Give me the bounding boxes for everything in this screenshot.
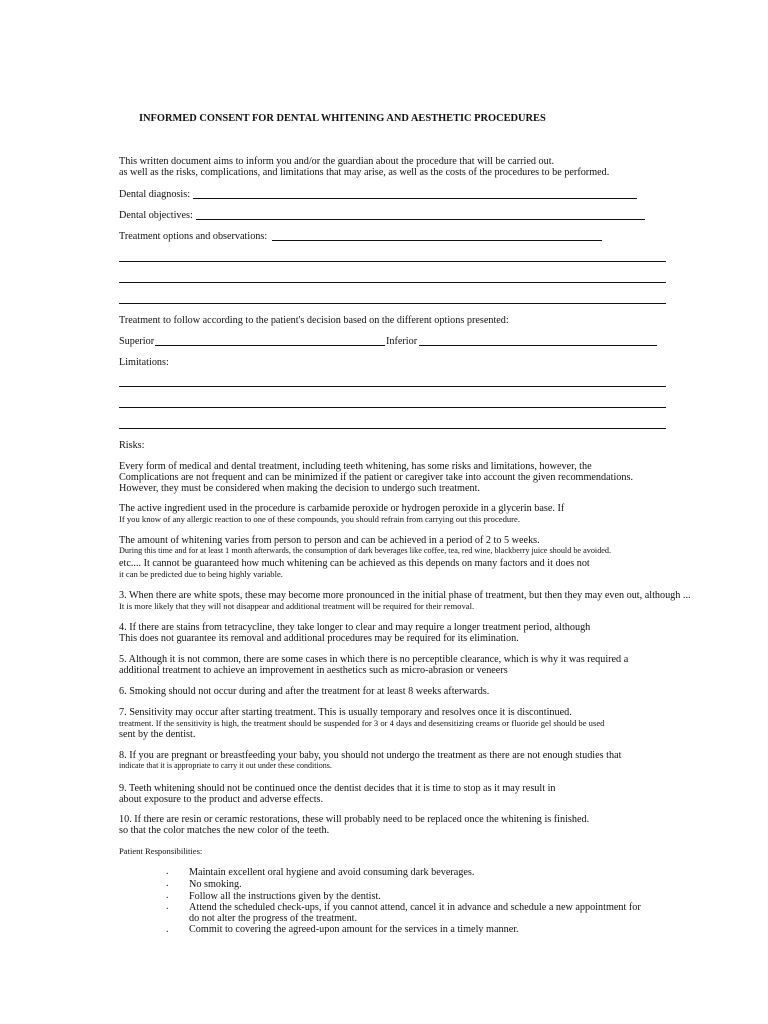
risks-p3-line: During this time and for at least 1 month afterwards, the consumption of dark beverages like coffee, tea, red wine, blackberry juice should be avoided. bbox=[119, 546, 612, 555]
dental-diagnosis-label: Dental diagnosis: bbox=[119, 189, 191, 200]
intro-line-1: This written document aims to inform you and/or the guardian about the procedure that will be carried out. bbox=[119, 156, 555, 167]
bullet-icon: . bbox=[166, 901, 169, 912]
risk-item-3-line: It is more likely that they will not disappear and additional treatment will be required for their removal. bbox=[119, 601, 475, 611]
risks-p1-line: Complications are not frequent and can be minimized if the patient or caregiver take into account the given recommendations. bbox=[119, 472, 634, 483]
treatment-options-line-3[interactable] bbox=[119, 282, 666, 283]
responsibility-item: Commit to covering the agreed-upon amount for the services in a timely manner. bbox=[189, 924, 519, 935]
risks-p3-line: it can be predicted due to being highly variable. bbox=[119, 569, 283, 579]
risk-item-10-line: 10. If there are resin or ceramic restorations, these will probably need to be replaced once the whitening is finished. bbox=[119, 814, 590, 825]
risk-item-8-line: indicate that it is appropriate to carry it out under these conditions. bbox=[119, 761, 332, 770]
treatment-follow-label: Treatment to follow according to the patient's decision based on the different options presented: bbox=[119, 315, 509, 326]
dental-diagnosis-line[interactable] bbox=[193, 198, 637, 199]
risk-item-4-line: 4. If there are stains from tetracycline, they take longer to clear and may require a longer treatment period, although bbox=[119, 622, 591, 633]
risk-item-7-line: treatment. If the sensitivity is high, the treatment should be suspended for 3 or 4 days and desensitizing creams or fluoride gel should be used bbox=[119, 718, 605, 728]
treatment-options-line[interactable] bbox=[272, 240, 602, 241]
risks-p2-line: If you know of any allergic reaction to one of these compounds, you should refrain from carrying out this procedure. bbox=[119, 514, 521, 524]
risks-p1-line: However, they must be considered when making the decision to undergo such treatment. bbox=[119, 483, 480, 494]
responsibilities-heading: Patient Responsibilities: bbox=[119, 846, 203, 856]
responsibility-item: Attend the scheduled check-ups, if you cannot attend, cancel it in advance and schedule a new appointment for bbox=[189, 902, 641, 913]
risk-item-10-line: so that the color matches the new color of the teeth. bbox=[119, 825, 330, 836]
bullet-icon: . bbox=[166, 866, 169, 877]
risks-p3-line: The amount of whitening varies from person to person and can be achieved in a period of 2 to 5 weeks. bbox=[119, 535, 540, 546]
treatment-options-line-4[interactable] bbox=[119, 303, 666, 304]
limitations-label: Limitations: bbox=[119, 357, 169, 368]
risk-item-6: 6. Smoking should not occur during and after the treatment for at least 8 weeks afterwards. bbox=[119, 686, 490, 697]
risks-p2-line: The active ingredient used in the procedure is carbamide peroxide or hydrogen peroxide in a glycerin base. If bbox=[119, 503, 565, 514]
treatment-options-line-2[interactable] bbox=[119, 261, 666, 262]
limitations-line-3[interactable] bbox=[119, 428, 666, 429]
risk-item-8-line: 8. If you are pregnant or breastfeeding your baby, you should not undergo the treatment as there are not enough studies that bbox=[119, 750, 622, 761]
risk-item-3-line: 3. When there are white spots, these may become more pronounced in the initial phase of treatment, but then they may even out, although ... bbox=[119, 590, 691, 601]
limitations-line-2[interactable] bbox=[119, 407, 666, 408]
risks-p1-line: Every form of medical and dental treatment, including teeth whitening, has some risks and limitations, however, the bbox=[119, 461, 592, 472]
risk-item-7-line: sent by the dentist. bbox=[119, 729, 196, 740]
risk-item-9-line: about exposure to the product and adverse effects. bbox=[119, 794, 324, 805]
superior-label: Superior bbox=[119, 336, 155, 347]
limitations-line-1[interactable] bbox=[119, 386, 666, 387]
bullet-icon: . bbox=[166, 878, 169, 889]
bullet-icon: . bbox=[166, 890, 169, 901]
risk-item-9-line: 9. Teeth whitening should not be continued once the dentist decides that it is time to stop as it may result in bbox=[119, 783, 556, 794]
risk-item-7-line: 7. Sensitivity may occur after starting treatment. This is usually temporary and resolves once it is discontinued. bbox=[119, 707, 572, 718]
dental-objectives-label: Dental objectives: bbox=[119, 210, 193, 221]
document-title: INFORMED CONSENT FOR DENTAL WHITENING AND AESTHETIC PROCEDURES bbox=[139, 113, 546, 124]
superior-line[interactable] bbox=[155, 345, 385, 346]
responsibility-item: Follow all the instructions given by the dentist. bbox=[189, 891, 381, 902]
inferior-label: Inferior bbox=[386, 336, 418, 347]
risks-heading: Risks: bbox=[119, 440, 145, 451]
responsibility-item-continuation: do not alter the progress of the treatment. bbox=[189, 913, 358, 924]
risk-item-4-line: This does not guarantee its removal and additional procedures may be required for its elimination. bbox=[119, 633, 519, 644]
risks-p3-line: etc.... It cannot be guaranteed how much whitening can be achieved as this depends on many factors and it does not bbox=[119, 558, 590, 569]
responsibility-item: Maintain excellent oral hygiene and avoid consuming dark beverages. bbox=[189, 867, 475, 878]
dental-objectives-line[interactable] bbox=[196, 219, 645, 220]
treatment-options-label: Treatment options and observations: bbox=[119, 231, 268, 242]
risk-item-5-line: additional treatment to achieve an improvement in aesthetics such as micro-abrasion or veneers bbox=[119, 665, 508, 676]
intro-line-2: as well as the risks, complications, and limitations that may arise, as well as the costs of the procedures to be performed. bbox=[119, 167, 610, 178]
bullet-icon: . bbox=[166, 924, 169, 935]
inferior-line[interactable] bbox=[419, 345, 657, 346]
risk-item-5-line: 5. Although it is not common, there are some cases in which there is no perceptible clearance, which is why it was required a bbox=[119, 654, 629, 665]
responsibility-item: No smoking. bbox=[189, 879, 242, 890]
